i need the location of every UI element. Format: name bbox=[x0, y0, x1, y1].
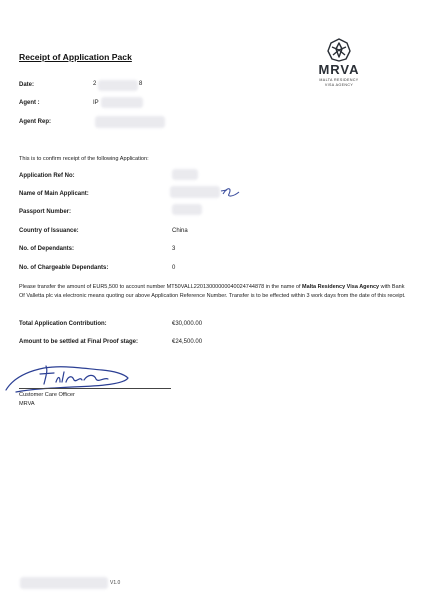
final-proof-amount-label: Amount to be settled at Final Proof stage: bbox=[19, 339, 139, 345]
date-redaction bbox=[98, 80, 138, 91]
signatory-role: Customer Care Officer bbox=[19, 392, 75, 398]
main-applicant-label: Name of Main Applicant: bbox=[19, 191, 89, 197]
date-value-suffix: 8 bbox=[139, 81, 143, 87]
agent-redaction bbox=[101, 97, 143, 108]
country-label: Country of Issuance: bbox=[19, 228, 79, 234]
mrva-emblem-icon bbox=[326, 38, 352, 62]
agent-rep-redaction bbox=[95, 116, 165, 128]
footer-version: V1.0 bbox=[110, 580, 121, 586]
intro-text: This is to confirm receipt of the following Application: bbox=[19, 156, 149, 162]
chargeable-dependants-label: No. of Chargeable Dependants: bbox=[19, 265, 109, 271]
logo-wordmark: MRVA bbox=[318, 62, 360, 77]
passport-redaction bbox=[172, 204, 202, 215]
footer-redaction bbox=[20, 577, 108, 589]
logo-subtitle-2: VISA AGENCY bbox=[324, 83, 354, 88]
total-contribution-label: Total Application Contribution: bbox=[19, 321, 107, 327]
handwritten-mark-icon bbox=[220, 184, 242, 200]
date-value-prefix: 2 bbox=[93, 81, 97, 87]
mrva-logo bbox=[308, 38, 370, 88]
agent-rep-label: Agent Rep: bbox=[19, 119, 51, 125]
agent-label: Agent : bbox=[19, 100, 40, 106]
passport-label: Passport Number: bbox=[19, 209, 72, 215]
dependants-value: 3 bbox=[172, 246, 176, 252]
app-ref-redaction bbox=[172, 169, 198, 180]
date-label: Date: bbox=[19, 82, 35, 88]
payment-bank-name: Malta Residency Visa Agency bbox=[302, 284, 380, 290]
payment-text-2: with Bank Of Valletta plc via electronic means quoting our above Application Reference Number. Transfer is to be effected within 3 work days from the date of this receipt. bbox=[19, 284, 406, 299]
document-title: Receipt of Application Pack bbox=[19, 52, 132, 62]
main-applicant-redaction bbox=[170, 186, 220, 198]
signatory-org: MRVA bbox=[19, 401, 35, 407]
logo-subtitle-1: MALTA RESIDENCY bbox=[319, 78, 359, 82]
app-ref-label: Application Ref No: bbox=[19, 173, 75, 179]
total-contribution-value: €30,000.00 bbox=[172, 321, 203, 327]
chargeable-dependants-value: 0 bbox=[172, 265, 176, 271]
dependants-label: No. of Dependants: bbox=[19, 246, 74, 252]
payment-text-1: Please transfer the amount of EUR5,500 to account number MT50VALL22013000000040024744878 in the name of bbox=[19, 284, 303, 290]
final-proof-amount-value: €24,500.00 bbox=[172, 339, 203, 345]
payment-instructions bbox=[19, 283, 407, 301]
country-value: China bbox=[172, 228, 188, 234]
signature-line bbox=[19, 388, 171, 389]
agent-value-prefix: IP bbox=[93, 100, 99, 106]
